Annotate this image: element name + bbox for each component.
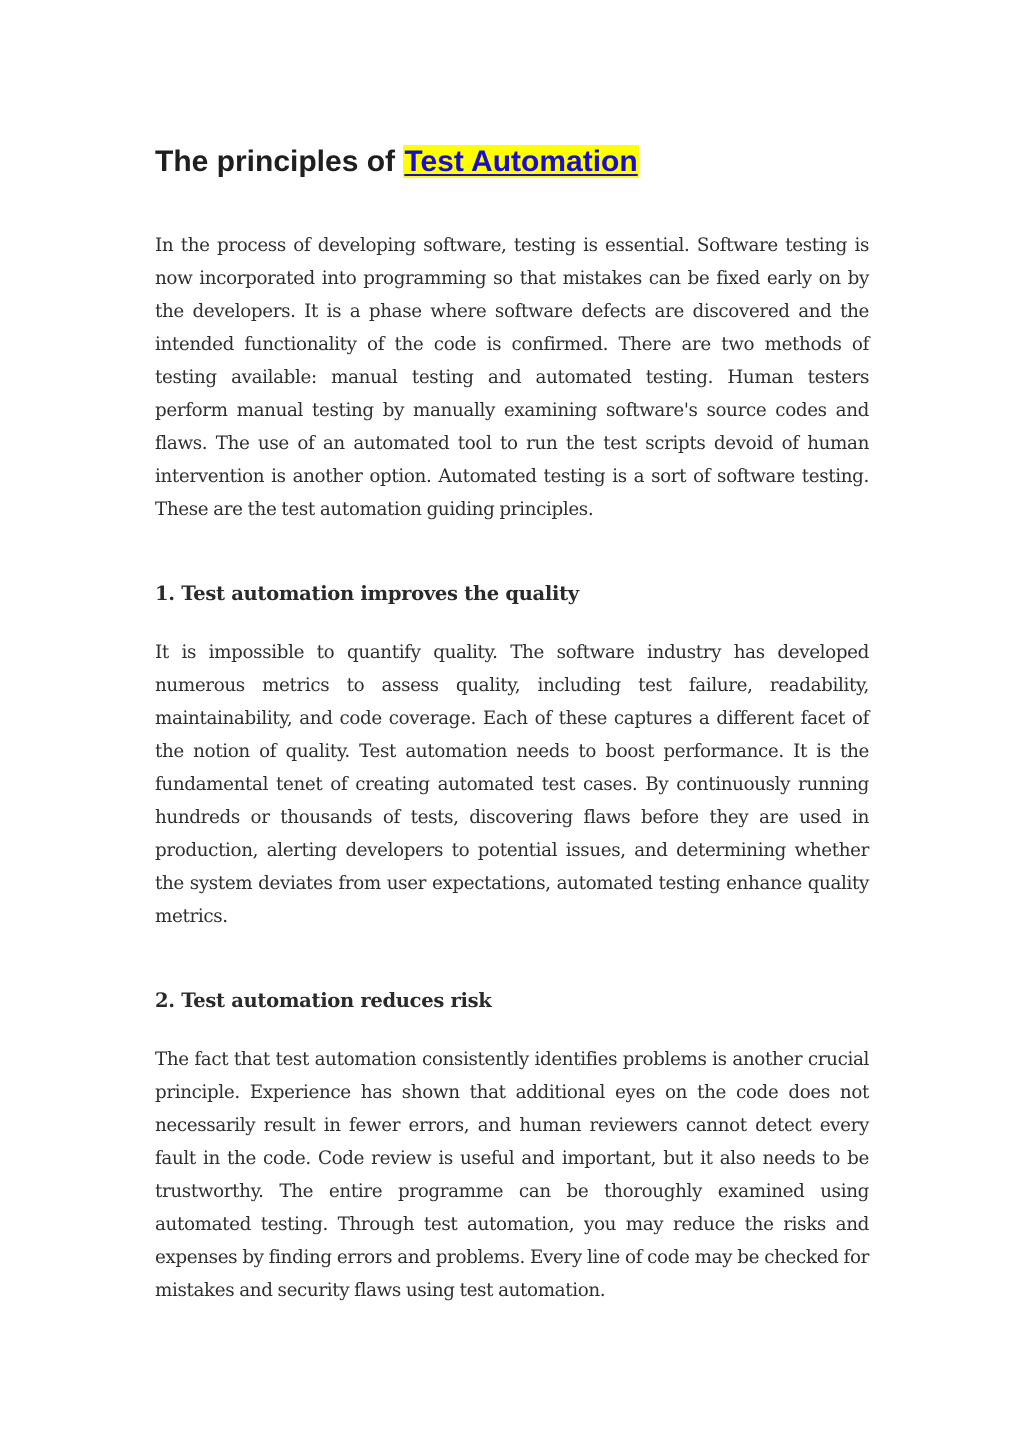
page-title — [155, 132, 639, 192]
section-1-body: It is impossible to quantify quality. The software industry has developed numerous metrics to assess quality, including test failure, readability, maintainability, and code coverage. Each of these captures a different facet of the notion of quality. Test automation needs to boost performance. It is the fundamental tenet of creating automated test cases. By continuously running hundreds or thousands of tests, discovering flaws before they are used in production, alerting developers to potential issues, and determining whether the system deviates from user expectations, automated testing enhance quality metrics. — [155, 642, 869, 927]
intro-paragraph: In the process of developing software, testing is essential. Software testing is now incorporated into programming so that mistakes can be fixed early on by the developers. It is a phase where software defects are discovered and the intended functionality of the code is confirmed. There are two methods of testing available: manual testing and automated testing. Human testers perform manual testing by manually examining software's source codes and flaws. The use of an automated tool to run the test scripts devoid of human intervention is another option. Automated testing is a sort of software testing. These are the test automation guiding principles. — [155, 235, 869, 520]
title-prefix: The principles of — [155, 145, 404, 178]
section-2-heading: 2. Test automation reduces risk — [155, 989, 492, 1012]
section-1-heading: 1. Test automation improves the quality — [155, 582, 579, 605]
section-2-body: The fact that test automation consistently identifies problems is another crucial principle. Experience has shown that additional eyes on the code does not necessarily result in fewer errors, and human reviewers cannot detect every fault in the code. Code review is useful and important, but it also needs to be trustworthy. The entire programme can be thoroughly examined using automated testing. Through test automation, you may reduce the risks and expenses by finding errors and problems. Every line of code may be checked for mistakes and security flaws using test automation. — [155, 1049, 869, 1301]
test-automation-link[interactable]: Test Automation — [404, 145, 638, 178]
